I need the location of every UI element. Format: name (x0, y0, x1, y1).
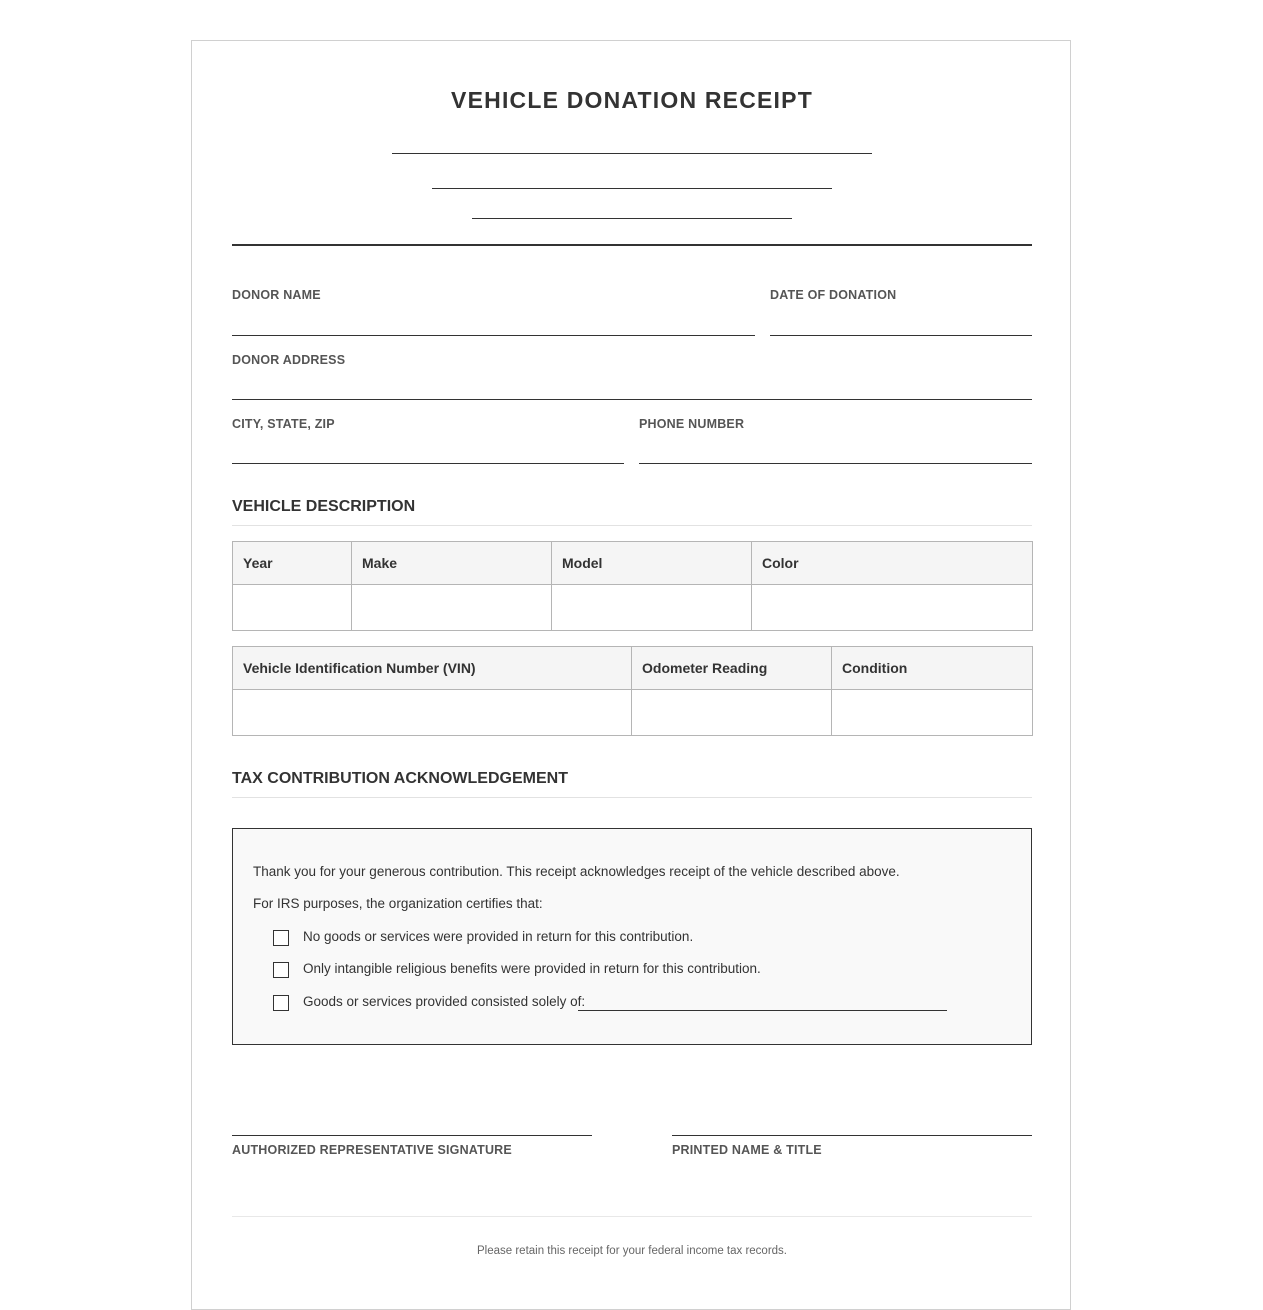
city-state-zip-field[interactable] (232, 463, 624, 464)
donation-date-label: DATE OF DONATION (770, 288, 897, 302)
printed-name-label: PRINTED NAME & TITLE (672, 1143, 822, 1157)
make-header: Make (352, 542, 552, 585)
header-divider (232, 244, 1032, 246)
goods-description-field[interactable] (578, 1010, 947, 1011)
table-row (233, 690, 1033, 736)
org-contact-line[interactable] (472, 218, 792, 219)
org-name-line[interactable] (392, 153, 872, 154)
phone-number-field[interactable] (639, 463, 1032, 464)
signature-line[interactable] (232, 1135, 592, 1136)
irs-certification-text: For IRS purposes, the organization certifies that: (253, 896, 543, 911)
color-cell[interactable] (752, 585, 1033, 631)
no-goods-checkbox[interactable] (273, 930, 289, 946)
donor-address-label: DONOR ADDRESS (232, 353, 346, 367)
city-state-zip-label: CITY, STATE, ZIP (232, 417, 335, 431)
table-header-row (233, 647, 1033, 690)
footer-divider (232, 1216, 1032, 1217)
printed-name-line[interactable] (672, 1135, 1032, 1136)
vin-cell[interactable] (233, 690, 632, 736)
document-title: VEHICLE DONATION RECEIPT (451, 87, 813, 113)
goods-provided-checkbox[interactable] (273, 995, 289, 1011)
no-goods-label: No goods or services were provided in return for this contribution. (303, 929, 694, 944)
donor-name-field[interactable] (232, 335, 755, 336)
model-cell[interactable] (552, 585, 752, 631)
signature-label: AUTHORIZED REPRESENTATIVE SIGNATURE (232, 1143, 512, 1157)
footer-note: Please retain this receipt for your federal income tax records. (476, 1245, 787, 1257)
tax-section-rule (232, 797, 1032, 798)
thank-you-text: Thank you for your generous contribution. This receipt acknowledges receipt of the vehicle described above. (253, 864, 900, 879)
odometer-cell[interactable] (632, 690, 832, 736)
table-row (233, 585, 1033, 631)
condition-cell[interactable] (832, 690, 1033, 736)
donor-address-field[interactable] (232, 399, 1032, 400)
phone-number-label: PHONE NUMBER (639, 417, 745, 431)
religious-benefits-label: Only intangible religious benefits were provided in return for this contribution. (303, 961, 761, 976)
color-header: Color (752, 542, 1033, 585)
vehicle-description-heading: VEHICLE DESCRIPTION (232, 498, 416, 515)
religious-benefits-checkbox[interactable] (273, 962, 289, 978)
year-header: Year (233, 542, 352, 585)
table-header-row (233, 542, 1033, 585)
make-cell[interactable] (352, 585, 552, 631)
org-address-line[interactable] (432, 188, 832, 189)
receipt-page (191, 40, 1071, 1310)
condition-header: Condition (832, 647, 1033, 690)
model-header: Model (552, 542, 752, 585)
odometer-header: Odometer Reading (632, 647, 832, 690)
acknowledgement-box (232, 828, 1032, 1045)
tax-acknowledgement-heading: TAX CONTRIBUTION ACKNOWLEDGEMENT (232, 770, 568, 787)
goods-provided-label: Goods or services provided consisted solely of: (303, 994, 586, 1009)
donor-name-label: DONOR NAME (232, 288, 321, 302)
year-cell[interactable] (233, 585, 352, 631)
vin-header: Vehicle Identification Number (VIN) (233, 647, 632, 690)
vehicle-basic-table (232, 541, 1033, 631)
vehicle-detail-table (232, 646, 1033, 736)
vehicle-section-rule (232, 525, 1032, 526)
donation-date-field[interactable] (770, 335, 1032, 336)
